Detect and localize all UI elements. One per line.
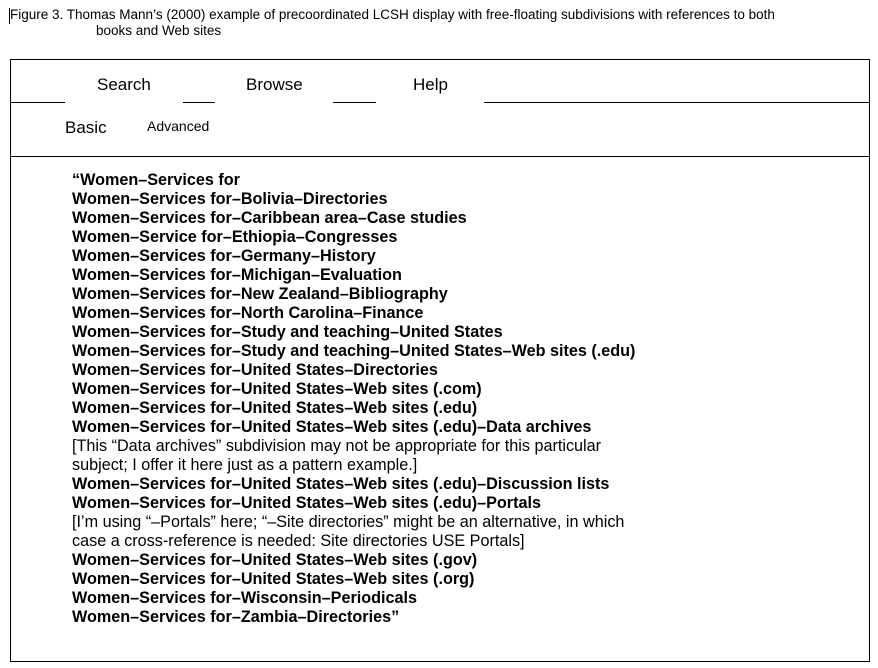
figure-caption [10,7,840,39]
subject-heading[interactable]: Women–Services for–United States–Web sites (.edu)–Data archives [72,418,592,436]
tab-baseline [183,102,215,103]
subject-heading[interactable]: Women–Services for–Wisconsin–Periodicals [72,589,418,607]
subject-heading[interactable]: Women–Services for–North Carolina–Finance [72,304,424,322]
subject-heading[interactable]: Women–Services for–Caribbean area–Case studies [72,209,467,227]
subject-heading[interactable]: Women–Services for–United States–Web sites (.gov) [72,551,478,569]
subject-heading[interactable]: Women–Services for–United States–Web sites (.org) [72,570,475,588]
tab-browse[interactable]: Browse [246,75,303,94]
header-divider [11,156,869,157]
subject-heading[interactable]: Women–Services for–United States–Web sites (.com) [72,380,482,398]
catalog-window [10,59,870,662]
subject-heading[interactable]: Women–Service for–Ethiopia–Congresses [72,228,398,246]
annotation-note: [I’m using “–Portals” here; “–Site directories” might be an alternative, in which [72,513,625,531]
subject-heading[interactable]: Women–Services for–Germany–History [72,247,376,265]
tab-baseline [484,102,869,103]
tab-baseline [333,102,376,103]
subject-heading[interactable]: Women–Services for–Zambia–Directories” [72,608,400,626]
annotation-note: subject; I offer it here just as a pattern example.] [72,456,418,474]
subject-heading[interactable]: Women–Services for–Study and teaching–United States–Web sites (.edu) [72,342,636,360]
subject-heading[interactable]: Women–Services for–Michigan–Evaluation [72,266,402,284]
subject-heading[interactable]: Women–Services for–United States–Web sites (.edu)–Portals [72,494,541,512]
subject-heading[interactable]: “Women–Services for [72,171,240,189]
tab-search[interactable]: Search [97,75,151,94]
subject-heading[interactable]: Women–Services for–New Zealand–Bibliography [72,285,448,303]
subtab-basic[interactable]: Basic [65,118,107,137]
subject-heading-list [72,171,852,627]
text-cursor [9,8,10,24]
caption-line-2: books and Web sites [96,23,222,38]
subject-heading[interactable]: Women–Services for–Study and teaching–United States [72,323,503,341]
tab-baseline [11,102,65,103]
subject-heading[interactable]: Women–Services for–United States–Web sites (.edu)–Discussion lists [72,475,610,493]
subject-heading[interactable]: Women–Services for–United States–Web sites (.edu) [72,399,478,417]
subtab-advanced[interactable]: Advanced [147,118,210,134]
annotation-note: case a cross-reference is needed: Site directories USE Portals] [72,532,525,550]
annotation-note: [This “Data archives” subdivision may not be appropriate for this particular [72,437,602,455]
subject-heading[interactable]: Women–Services for–United States–Directories [72,361,438,379]
caption-line-1: Figure 3. Thomas Mann’s (2000) example of precoordinated LCSH display with free-floating subdivisions with references to both [10,7,775,22]
tab-help[interactable]: Help [413,75,448,94]
subject-heading[interactable]: Women–Services for–Bolivia–Directories [72,190,388,208]
